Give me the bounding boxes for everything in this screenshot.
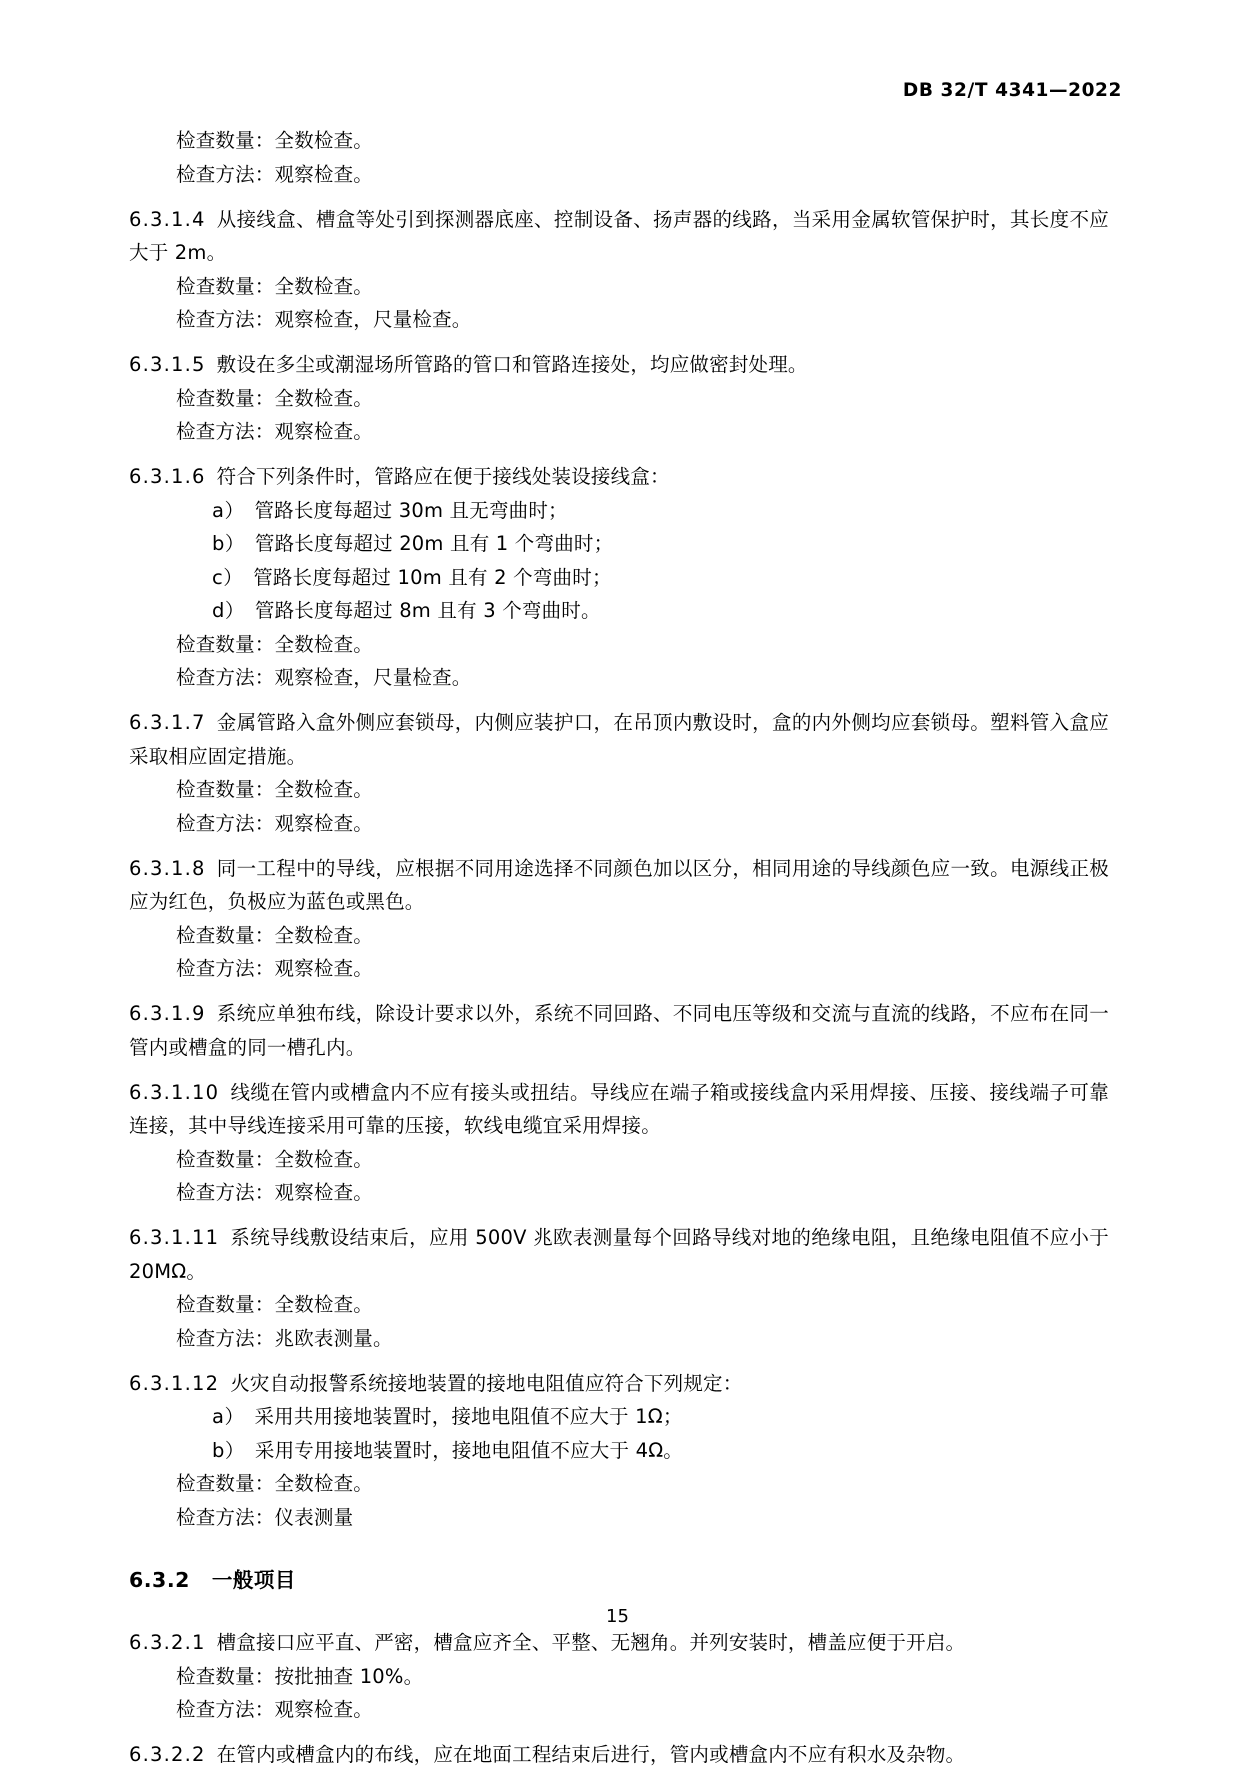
list-item-marker: a）	[212, 498, 245, 522]
section-title: 一般项目	[211, 1568, 296, 1592]
inspection-line: 检查方法：仪表测量	[176, 1505, 354, 1529]
inspection-line: 检查方法：兆欧表测量。	[176, 1326, 393, 1350]
clause-text: 槽盒接口应平直、严密，槽盒应齐全、平整、无翘角。并列安装时，槽盖应便于开启。	[216, 1631, 966, 1654]
list-item-text: 管路长度每超过 8m 且有 3 个弯曲时。	[254, 599, 601, 622]
clause-paragraph	[129, 706, 1109, 773]
clause-text: 从接线盒、槽盒等处引到探测器底座、控制设备、扬声器的线路，当采用金属软管保护时，其长度不应大于 2m。	[129, 207, 1109, 264]
list-item	[129, 1400, 1109, 1434]
spacer	[129, 840, 1109, 845]
spacer	[129, 449, 1109, 454]
inspection-line: 检查数量：全数检查。	[176, 1293, 374, 1316]
clause-paragraph	[129, 348, 1109, 382]
spacer	[129, 1355, 1109, 1360]
list-item-marker: c）	[212, 565, 244, 589]
list-item	[129, 561, 1109, 595]
list-item-text: 管路长度每超过 10m 且有 2 个弯曲时；	[253, 565, 612, 589]
clause-number: 6.3.1.11	[129, 1226, 220, 1249]
inspection-line: 检查数量：按批抽查 10%。	[176, 1664, 424, 1688]
inspection-line: 检查数量：全数检查。	[176, 778, 374, 801]
inspection-line: 检查数量：全数检查。	[176, 1472, 374, 1495]
spacer	[129, 1064, 1109, 1069]
clause-paragraph	[129, 852, 1109, 919]
clause-text: 系统导线敷设结束后，应用 500V 兆欧表测量每个回路导线对地的绝缘电阻，且绝缘电阻值不应小于 20MΩ。	[129, 1226, 1109, 1283]
clause-paragraph	[129, 1738, 1109, 1772]
inspection-line: 检查数量：全数检查。	[176, 1147, 374, 1171]
clause-number: 6.3.2.2	[129, 1743, 206, 1766]
clause-number: 6.3.1.8	[129, 856, 206, 880]
clause-text: 线缆在管内或槽盒内不应有接头或扭结。导线应在端子箱或接线盒内采用焊接、压接、接线端子可靠连接，其中导线连接采用可靠的压接，软线电缆宜采用焊接。	[129, 1080, 1109, 1137]
spacer	[129, 191, 1109, 196]
clause-text: 系统应单独布线，除设计要求以外，系统不同回路、不同电压等级和交流与直流的线路，不应布在同一管内或槽盒的同一槽孔内。	[129, 1002, 1109, 1059]
clause-number: 6.3.1.10	[129, 1080, 220, 1104]
inspection-line: 检查方法：观察检查。	[176, 957, 374, 980]
clause-paragraph	[129, 460, 1109, 494]
spacer	[129, 1727, 1109, 1732]
clause-paragraph	[129, 203, 1109, 270]
inspection-line: 检查方法：观察检查。	[176, 1698, 374, 1721]
list-item-marker: d）	[212, 599, 245, 622]
inspection-line: 检查方法：观察检查。	[176, 1181, 374, 1204]
clause-paragraph	[129, 1367, 1109, 1401]
inspection-line: 检查方法：观察检查。	[176, 811, 374, 835]
clause-number: 6.3.1.7	[129, 711, 206, 734]
clause-number: 6.3.2.1	[129, 1631, 206, 1654]
list-item	[129, 494, 1109, 528]
list-item-text: 管路长度每超过 20m 且有 1 个弯曲时；	[254, 532, 614, 555]
inspection-line: 检查方法：观察检查。	[176, 162, 374, 186]
clause-text: 火灾自动报警系统接地装置的接地电阻值应符合下列规定：	[230, 1371, 743, 1395]
page-number: 15	[606, 1606, 629, 1627]
clause-paragraph	[129, 997, 1109, 1064]
inspection-line: 检查方法：观察检查，尺量检查。	[176, 308, 472, 331]
clause-paragraph	[129, 1076, 1109, 1143]
clause-number: 6.3.1.4	[129, 207, 206, 231]
clause-number: 6.3.1.5	[129, 353, 206, 376]
clause-text: 金属管路入盒外侧应套锁母，内侧应装护口，在吊顶内敷设时，盒的内外侧均应套锁母。塑料管入盒应采取相应固定措施。	[129, 711, 1109, 768]
spacer	[129, 337, 1109, 342]
inspection-line: 检查数量：全数检查。	[176, 274, 374, 298]
clause-number: 6.3.1.12	[129, 1371, 220, 1395]
clause-number: 6.3.1.9	[129, 1002, 206, 1025]
list-item-marker: b）	[212, 1438, 245, 1462]
list-item	[129, 1434, 1109, 1468]
list-item-marker: a）	[212, 1405, 245, 1428]
list-item	[129, 594, 1109, 628]
page-header-standard-code: DB 32/T 4341—2022	[902, 80, 1122, 101]
inspection-line: 检查数量：全数检查。	[176, 923, 374, 947]
clause-text: 敷设在多尘或潮湿场所管路的管口和管路连接处，均应做密封处理。	[216, 353, 808, 376]
document-body	[129, 124, 1109, 1772]
clause-text: 同一工程中的导线，应根据不同用途选择不同颜色加以区分，相同用途的导线颜色应一致。电源线正极应为红色，负极应为蓝色或黑色。	[129, 856, 1109, 913]
spacer	[129, 1534, 1109, 1564]
list-item-text: 采用专用接地装置时，接地电阻值不应大于 4Ω。	[254, 1438, 683, 1462]
clause-paragraph	[129, 1221, 1109, 1288]
inspection-line: 检查数量：全数检查。	[176, 129, 374, 152]
list-item-marker: b）	[212, 532, 245, 555]
spacer	[129, 986, 1109, 991]
inspection-line: 检查数量：全数检查。	[176, 632, 374, 656]
list-item-text: 管路长度每超过 30m 且无弯曲时；	[254, 498, 568, 522]
section-heading	[129, 1564, 1109, 1598]
clause-number: 6.3.1.6	[129, 465, 206, 488]
spacer	[129, 695, 1109, 700]
list-item-text: 采用共用接地装置时，接地电阻值不应大于 1Ω；	[254, 1405, 683, 1428]
clause-paragraph	[129, 1626, 1109, 1660]
clause-text: 符合下列条件时，管路应在便于接线处装设接线盒：	[216, 465, 670, 488]
inspection-line: 检查方法：观察检查，尺量检查。	[176, 666, 472, 689]
list-item	[129, 527, 1109, 561]
spacer	[129, 1210, 1109, 1215]
inspection-line: 检查方法：观察检查。	[176, 420, 374, 443]
section-number: 6.3.2	[129, 1568, 190, 1592]
inspection-line: 检查数量：全数检查。	[176, 386, 374, 410]
clause-text: 在管内或槽盒内的布线，应在地面工程结束后进行，管内或槽盒内不应有积水及杂物。	[216, 1743, 966, 1766]
